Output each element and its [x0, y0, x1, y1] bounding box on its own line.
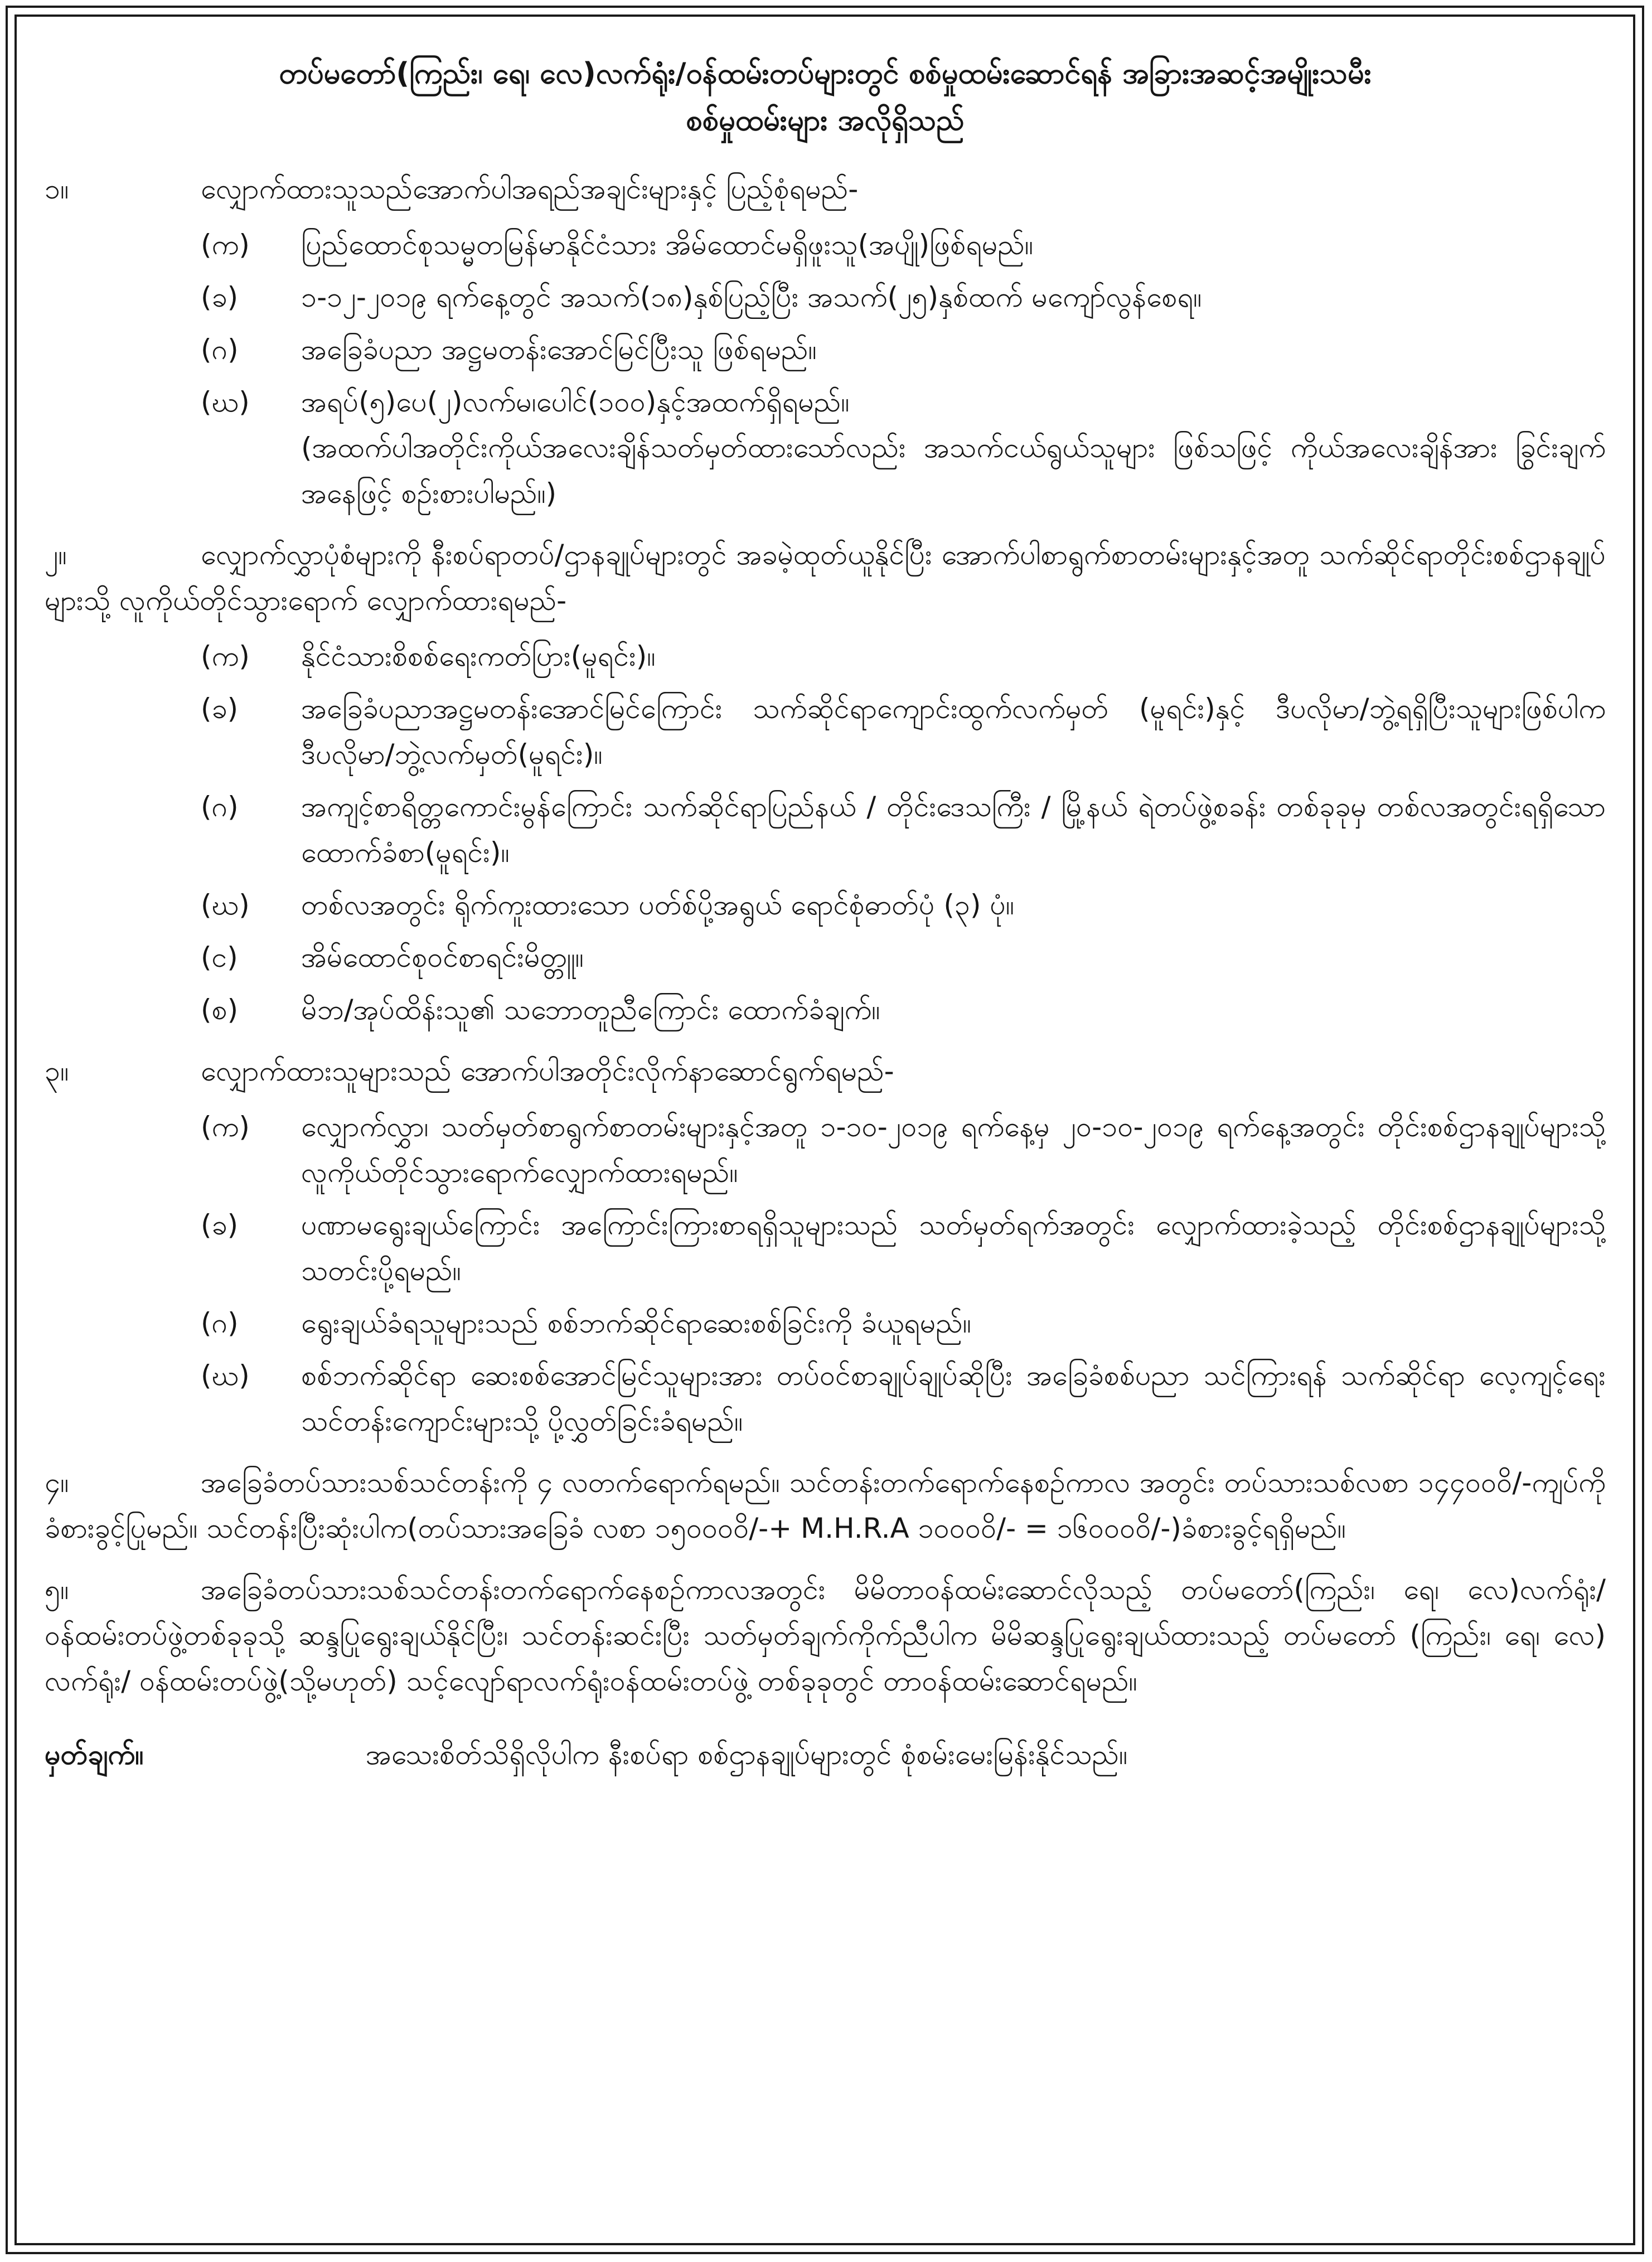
section-text: လျှောက်ထားသူများသည် အောက်ပါအတိုင်းလိုက်နာဆောင်ရွက်ရမည်-: [201, 1055, 894, 1087]
title-line-2: စစ်မှုထမ်းများ အလိုရှိသည်: [686, 104, 965, 137]
list-item: [45, 327, 1606, 372]
list-item: [45, 784, 1606, 875]
item-label: (ခ): [201, 692, 239, 725]
item-label: (င): [201, 941, 238, 973]
item-label: (က): [201, 229, 250, 261]
section-number: ၃။: [45, 1055, 69, 1087]
section-3: [45, 1048, 1606, 1444]
section-1: [45, 166, 1606, 516]
item-label: (စ): [201, 994, 239, 1026]
list-item: [45, 934, 1606, 980]
announcement-content: [45, 50, 1606, 2213]
section-items: [45, 1104, 1606, 1444]
item-label: (က): [201, 1111, 250, 1143]
item-label: (ဂ): [201, 333, 239, 366]
item-text: ရွေးချယ်ခံရသူများသည် စစ်ဘက်ဆိုင်ရာဆေးစစ်ခြင်းကို ခံယူရမည်။: [301, 1307, 971, 1339]
section-text: အခြေခံတပ်သားသစ်သင်တန်းတက်ရောက်နေစဉ်ကာလအတွင်း မိမိတာဝန်ထမ်းဆောင်လိုသည့် တပ်မတော်(ကြည်း၊ ရေ၊ လေ)လက်ရုံး/ဝန်ထမ်းတပ်ဖွဲ့တစ်ခုခုသို့ ဆန္ဒပြုရွေးချယ်နိုင်ပြီး၊ သင်တန်းဆင်းပြီး သတ်မှတ်ချက်ကိုက်ညီပါက မိမိဆန္ဒပြုရွေးချယ်ထားသည့် တပ်မတော် (ကြည်း၊ ရေ၊ လေ) လက်ရုံး/ ဝန်ထမ်းတပ်ဖွဲ့(သို့မဟုတ်) သင့်လျော်ရာလက်ရုံးဝန်ထမ်းတပ်ဖွဲ့ တစ်ခုခုတွင် တာဝန်ထမ်းဆောင်ရမည်။: [45, 1573, 1606, 1697]
item-label: (ခ): [201, 281, 239, 313]
item-text: ပြည်ထောင်စုသမ္မတမြန်မာနိုင်ငံသား အိမ်ထောင်မရှိဖူးသူ(အပျို)ဖြစ်ရမည်။: [301, 229, 1033, 261]
announcement-title: [45, 50, 1606, 144]
item-text: နိုင်ငံသားစိစစ်ရေးကတ်ပြား(မူရင်း)။: [301, 640, 656, 672]
list-item: [45, 1353, 1606, 1444]
item-label: (ဃ): [201, 1359, 250, 1392]
item-note: (အထက်ပါအတိုင်းကိုယ်အလေးချိန်သတ်မှတ်ထားသော်လည်း အသက်ငယ်ရွယ်သူများ ဖြစ်သဖြင့် ကိုယ်အလေးချိန်အား ခြွင်းချက်အနေဖြင့် စဉ်းစားပါမည်။): [301, 432, 1606, 510]
list-item: [45, 633, 1606, 679]
item-text: အခြေခံပညာ အဋ္ဌမတန်းအောင်မြင်ပြီးသူ ဖြစ်ရမည်။: [301, 333, 817, 366]
item-text: မိဘ/အုပ်ထိန်းသူ၏ သဘောတူညီကြောင်း ထောက်ခံချက်။: [301, 994, 880, 1026]
list-item: [45, 1202, 1606, 1294]
list-item: [45, 987, 1606, 1033]
item-label: (ဂ): [201, 791, 239, 823]
item-text: ၁-၁၂-၂၀၁၉ ရက်နေ့တွင် အသက်(၁၈)နှစ်ပြည့်ပြီး အသက်(၂၅)နှစ်ထက် မကျော်လွန်စေရ။: [301, 281, 1202, 313]
item-text: အကျင့်စာရိတ္တကောင်းမွန်ကြောင်း သက်ဆိုင်ရာပြည်နယ် / တိုင်းဒေသကြီး / မြို့နယ် ရဲတပ်ဖွဲ့စခန်း တစ်ခုခုမှ တစ်လအတွင်းရရှိသော ထောက်ခံစာ(မူရင်း)။: [301, 791, 1606, 869]
item-label: (ဃ): [201, 386, 250, 418]
remark-text: အသေးစိတ်သိရှိလိုပါက နီးစပ်ရာ စစ်ဌာနချုပ်များတွင် စုံစမ်းမေးမြန်းနိုင်သည်။: [365, 1738, 1128, 1771]
list-item: [45, 379, 1606, 516]
section-4: [45, 1460, 1606, 1551]
section-text: လျှောက်ထားသူသည်အောက်ပါအရည်အချင်းများနှင့် ပြည့်စုံရမည်-: [201, 173, 859, 205]
item-text: တစ်လအတွင်း ရိုက်ကူးထားသော ပတ်စ်ပို့အရွယ် ရောင်စုံဓာတ်ပုံ (၃) ပုံ။: [301, 889, 1015, 921]
section-2: [45, 532, 1606, 1033]
section-text: လျှောက်လွှာပုံစံများကို နီးစပ်ရာတပ်/ဌာနချုပ်များတွင် အခမဲ့ထုတ်ယူနိုင်ပြီး အောက်ပါစာရွက်စာတမ်းများနှင့်အတူ သက်ဆိုင်ရာတိုင်းစစ်ဌာနချုပ်များသို့ လူကိုယ်တိုင်သွားရောက် လျှောက်ထားရမည်-: [45, 539, 1606, 617]
section-number: ၂။: [45, 539, 67, 571]
list-item: [45, 222, 1606, 268]
section-number: ၁။: [45, 173, 69, 205]
section-number: ၄။: [45, 1466, 69, 1499]
section-number: ၅။: [45, 1573, 69, 1606]
item-label: (ဃ): [201, 889, 250, 921]
list-item: [45, 1104, 1606, 1195]
item-text: ပဏာမရွေးချယ်ကြောင်း အကြောင်းကြားစာရရှိသူများသည် သတ်မှတ်ရက်အတွင်း လျှောက်ထားခဲ့သည့် တိုင်းစစ်ဌာနချုပ်များသို့ သတင်းပို့ရမည်။: [301, 1209, 1606, 1287]
list-item: [45, 274, 1606, 320]
item-label: (ဂ): [201, 1307, 239, 1339]
section-items: [45, 222, 1606, 516]
list-item: [45, 882, 1606, 928]
item-text: စစ်ဘက်ဆိုင်ရာ ဆေးစစ်အောင်မြင်သူများအား တပ်ဝင်စာချုပ်ချုပ်ဆိုပြီး အခြေခံစစ်ပညာ သင်ကြားရန် သက်ဆိုင်ရာ လေ့ကျင့်ရေးသင်တန်းကျောင်းများသို့ ပို့လွှတ်ခြင်းခံရမည်။: [301, 1359, 1606, 1437]
item-label: (ခ): [201, 1209, 239, 1241]
section-items: [45, 633, 1606, 1033]
list-item: [45, 686, 1606, 777]
item-text: အိမ်ထောင်စုဝင်စာရင်းမိတ္တူ။: [301, 941, 584, 973]
item-label: (က): [201, 640, 250, 672]
title-line-1: တပ်မတော်(ကြည်း၊ ရေ၊ လေ)လက်ရုံး/ဝန်ထမ်းတပ်များတွင် စစ်မှုထမ်းဆောင်ရန် အခြားအဆင့်အမျိုးသမီး: [279, 57, 1372, 90]
remark-label: မှတ်ချက်။: [45, 1738, 144, 1771]
item-text: အခြေခံပညာအဋ္ဌမတန်းအောင်မြင်ကြောင်း သက်ဆိုင်ရာကျောင်းထွက်လက်မှတ် (မူရင်း)နှင့် ဒီပလိုမာ/ဘွဲ့ရရှိပြီးသူများဖြစ်ပါက ဒီပလိုမာ/ဘွဲ့လက်မှတ်(မူရင်း)။: [301, 692, 1606, 771]
item-text: လျှောက်လွှာ၊ သတ်မှတ်စာရွက်စာတမ်းများနှင့်အတူ ၁-၁၀-၂၀၁၉ ရက်နေ့မှ ၂၀-၁၀-၂၀၁၉ ရက်နေ့အတွင်း တိုင်းစစ်ဌာနချုပ်များသို့ လူကိုယ်တိုင်သွားရောက်လျှောက်ထားရမည်။: [301, 1111, 1606, 1189]
section-5: [45, 1567, 1606, 1704]
remark: [45, 1732, 1606, 1777]
item-text: အရပ်(၅)ပေ(၂)လက်မ၊ပေါင်(၁၀၀)နှင့်အထက်ရှိရမည်။: [301, 386, 850, 418]
section-text: အခြေခံတပ်သားသစ်သင်တန်းကို ၄ လတက်ရောက်ရမည်။ သင်တန်းတက်ရောက်နေစဉ်ကာလ အတွင်း တပ်သားသစ်လစာ ၁၄၄၀၀၀ိ/-ကျပ်ကိုခံစားခွင့်ပြုမည်။ သင်တန်းပြီးဆုံးပါက(တပ်သားအခြေခံ လစာ ၁၅၀၀၀၀ိ/-+ M.H.R.A ၁၀၀၀၀ိ/- = ၁၆၀၀၀၀ိ/-)ခံစားခွင့်ရရှိမည်။: [45, 1466, 1606, 1544]
list-item: [45, 1300, 1606, 1346]
